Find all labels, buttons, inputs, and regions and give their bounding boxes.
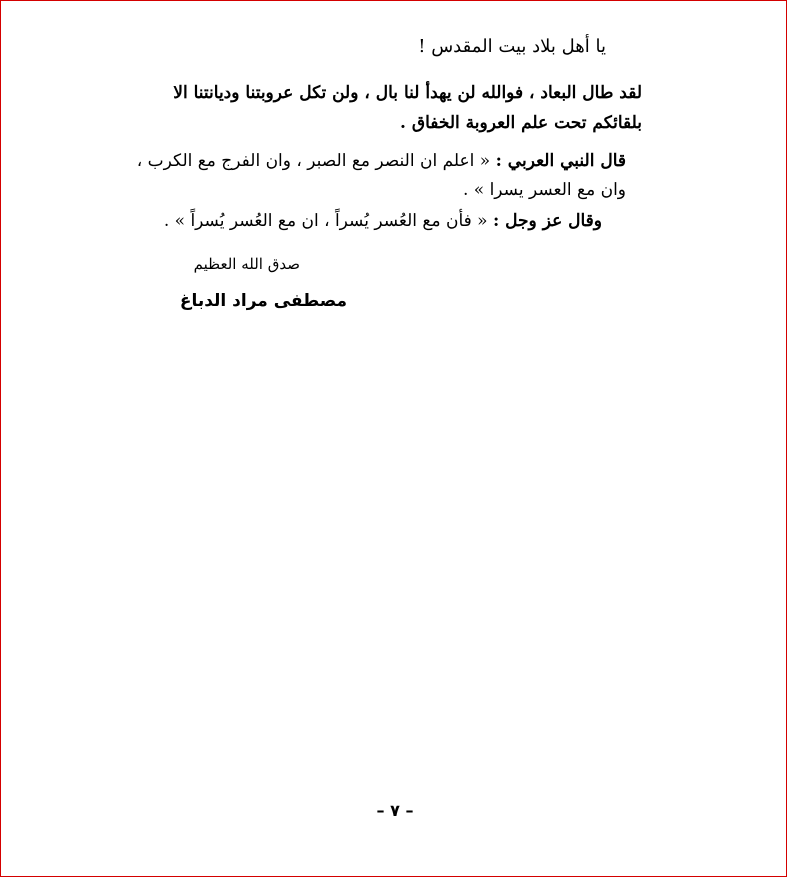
verse-prefix: وقال عز وجل : — [492, 211, 602, 231]
paragraph-2-rest: « اعلم ان النصر مع الصبر ، وان الفرج مع الكرب ، وان مع العسر يسرا » . — [136, 151, 626, 200]
paragraph-2-prefix: قال النبي العربي : — [495, 151, 626, 171]
verse — [164, 213, 602, 230]
verse-rest: « فأن مع العُسر يُسراً ، ان مع العُسر يُسراً » . — [163, 211, 488, 231]
heading: يا أهل بلاد بيت المقدس ! — [418, 36, 606, 57]
closing-line: صدق الله العظيم — [193, 255, 300, 273]
signature: مصطفى مراد الدباغ — [179, 291, 347, 311]
paragraph-1: لقد طال البعاد ، فوالله لن يهدأ لنا بال ، ولن تكل عروبتنا وديانتنا الا بلقائكم تحت علم العروبة الخفاق . — [173, 83, 642, 133]
page-number: – ٧ – — [376, 801, 414, 820]
paragraph-2 — [131, 147, 626, 205]
